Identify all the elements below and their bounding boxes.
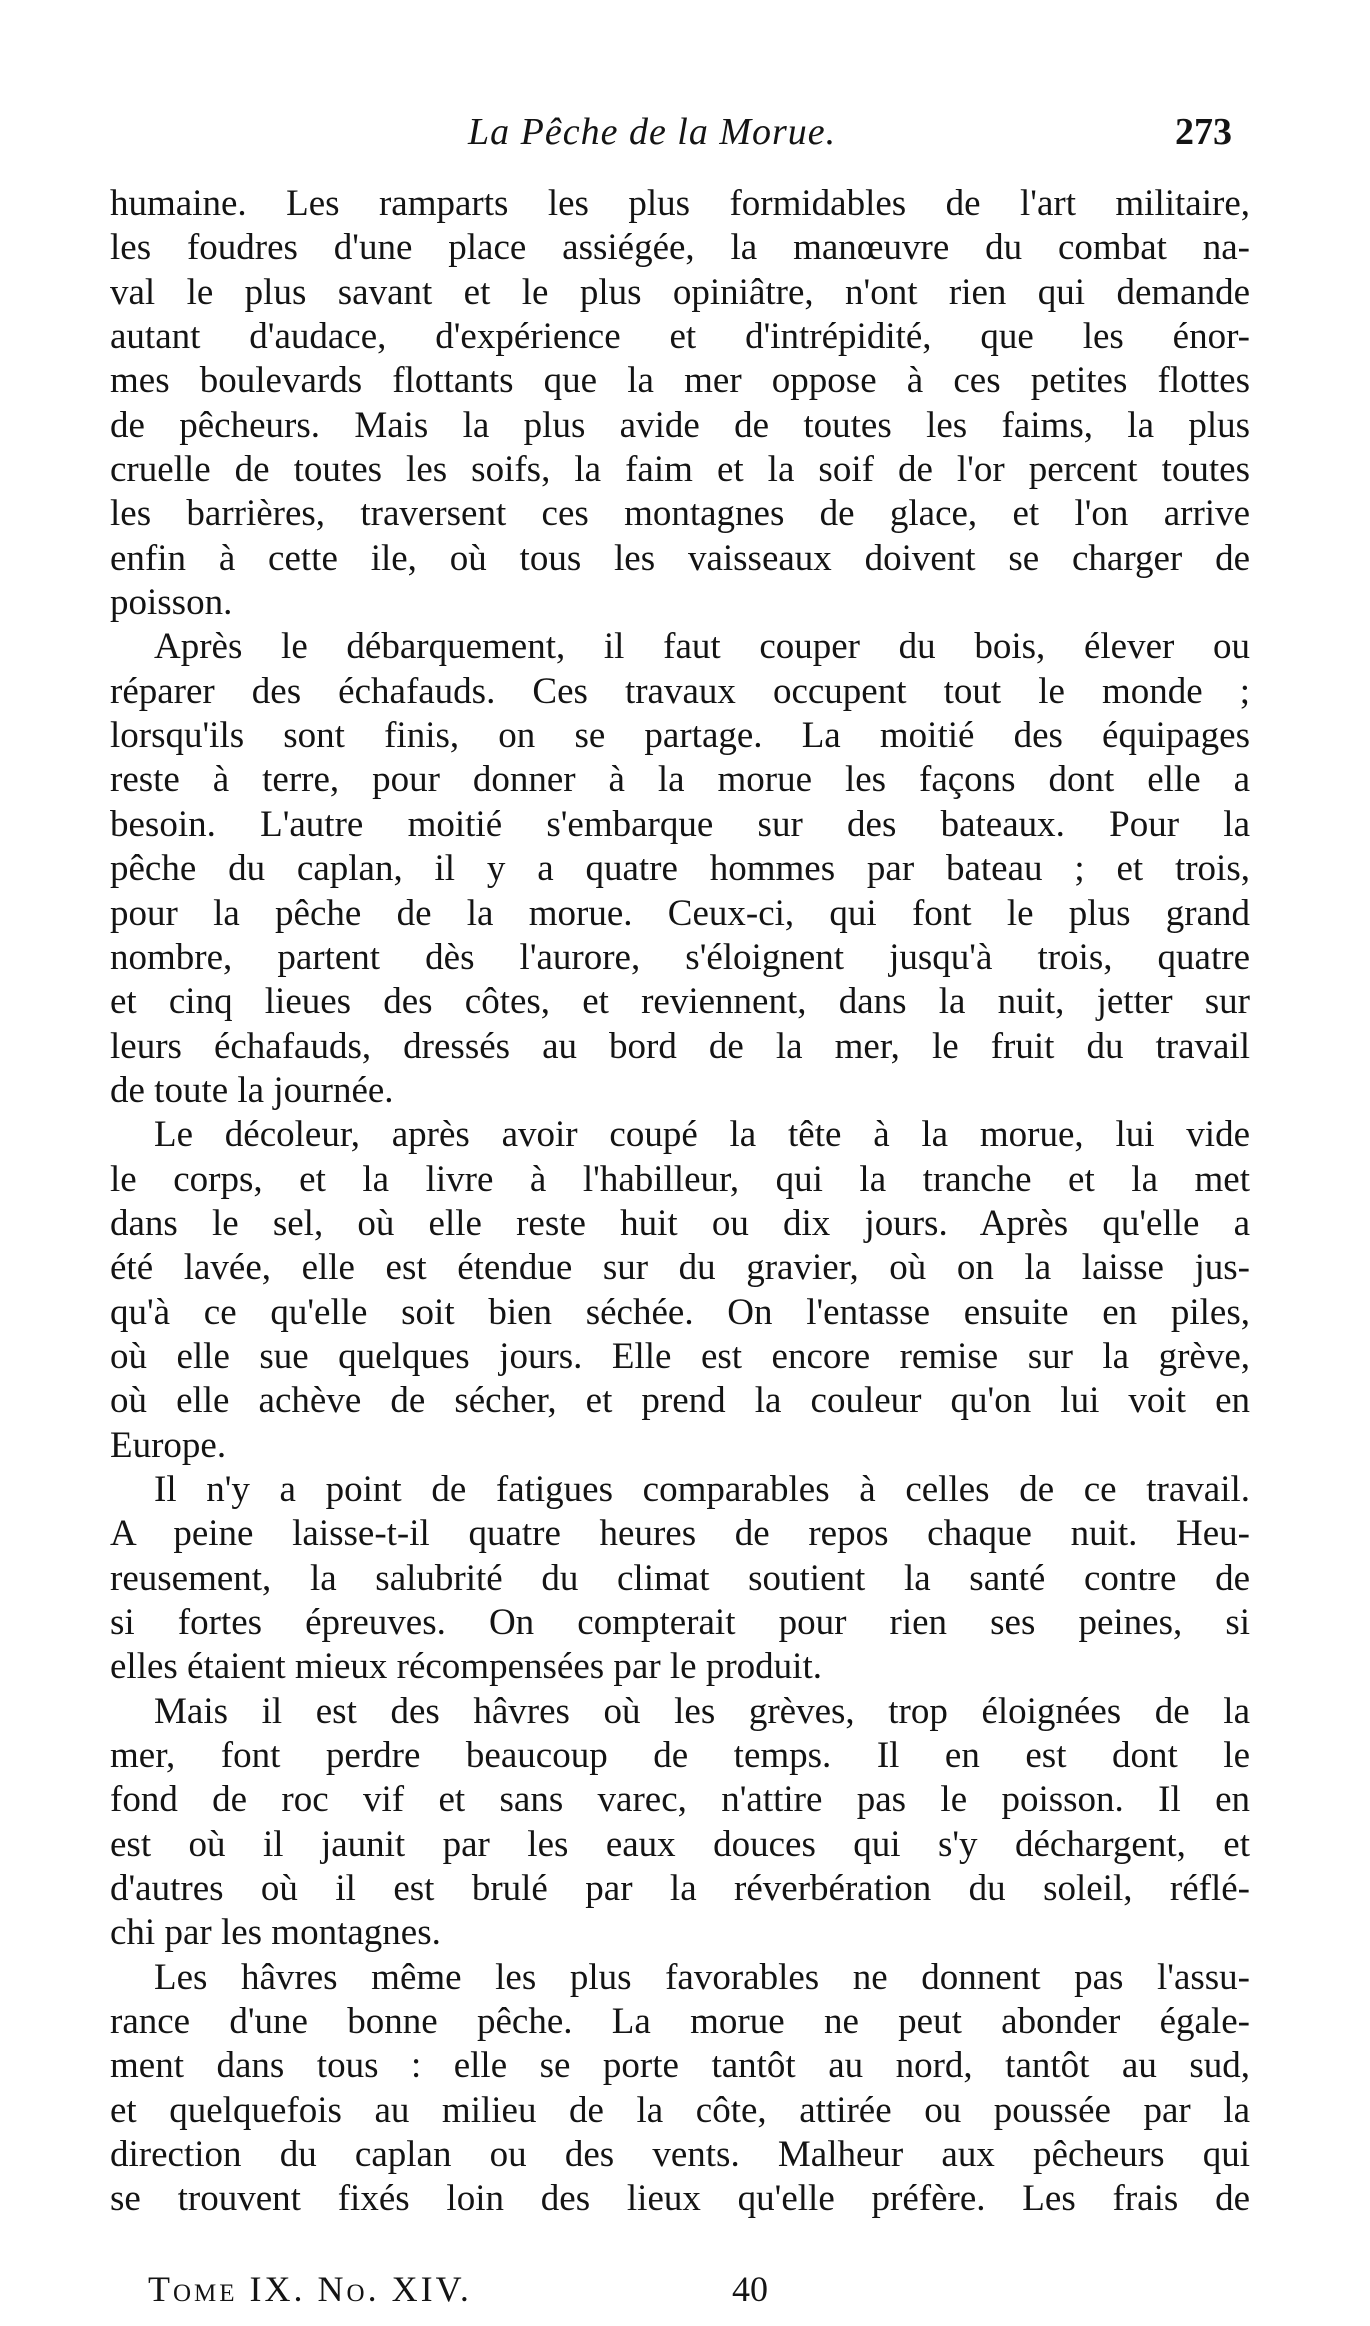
text-line: reste à terre, pour donner à la morue les façons dont elle a — [110, 759, 1250, 801]
text-line: leurs échafauds, dressés au bord de la mer, le fruit du travail — [110, 1025, 1250, 1067]
text-line: est où il jaunit par les eaux douces qui s'y déchargent, et — [110, 1823, 1250, 1865]
text-line: A peine laisse-t-il quatre heures de repos chaque nuit. Heu- — [110, 1513, 1250, 1555]
body-text — [110, 182, 1250, 2222]
text-line: val le plus savant et le plus opiniâtre, n'ont rien qui demande — [110, 271, 1250, 313]
text-line: dans le sel, où elle reste huit ou dix jours. Après qu'elle a — [110, 1202, 1250, 1244]
text-line: les barrières, traversent ces montagnes de glace, et l'on arrive — [110, 493, 1250, 535]
text-line: rance d'une bonne pêche. La morue ne peut abonder égale- — [110, 2001, 1250, 2043]
text-line: pêche du caplan, il y a quatre hommes par bateau ; et trois, — [110, 848, 1250, 890]
text-line: cruelle de toutes les soifs, la faim et la soif de l'or percent toutes — [110, 449, 1250, 491]
text-line: autant d'audace, d'expérience et d'intrépidité, que les énor- — [110, 316, 1250, 358]
text-line: fond de roc vif et sans varec, n'attire pas le poisson. Il en — [110, 1779, 1250, 1821]
text-line: d'autres où il est brulé par la réverbération du soleil, réflé- — [110, 1868, 1250, 1910]
text-line: reusement, la salubrité du climat soutient la santé contre de — [110, 1557, 1250, 1599]
text-line: nombre, partent dès l'aurore, s'éloignent jusqu'à trois, quatre — [110, 936, 1250, 978]
text-line: mer, font perdre beaucoup de temps. Il en est dont le — [110, 1735, 1250, 1777]
signature-mark: Tome IX. No. XIV. — [148, 2269, 472, 2309]
text-line: les foudres d'une place assiégée, la manœuvre du combat na- — [110, 227, 1250, 269]
text-line: humaine. Les ramparts les plus formidables de l'art militaire, — [110, 183, 1250, 224]
text-line: et cinq lieues des côtes, et reviennent, dans la nuit, jetter sur — [110, 981, 1250, 1023]
sheet-number: 40 — [732, 2269, 768, 2309]
text-line: de toute la journée. — [110, 1069, 394, 1111]
text-line: enfin à cette ile, où tous les vaisseaux doivent se charger de — [110, 537, 1250, 579]
page-footer — [148, 2268, 1248, 2314]
text-line: elles étaient mieux récompensées par le produit. — [110, 1646, 822, 1688]
text-line: et quelquefois au milieu de la côte, attirée ou poussée par la — [110, 2089, 1250, 2131]
text-line: où elle achève de sécher, et prend la couleur qu'on lui voit en — [110, 1380, 1250, 1422]
text-line: le corps, et la livre à l'habilleur, qui la tranche et la met — [110, 1158, 1250, 1200]
running-title: La Pêche de la Morue. — [468, 111, 837, 153]
text-line: Il n'y a point de fatigues comparables à celles de ce travail. — [154, 1468, 1250, 1510]
text-line: direction du caplan ou des vents. Malheur aux pêcheurs qui — [110, 2134, 1250, 2176]
running-head — [0, 100, 1370, 160]
text-line: lorsqu'ils sont finis, on se partage. La moitié des équipages — [110, 715, 1250, 757]
text-line: ment dans tous : elle se porte tantôt au nord, tantôt au sud, — [110, 2045, 1250, 2087]
text-line: pour la pêche de la morue. Ceux-ci, qui font le plus grand — [110, 892, 1250, 934]
text-line: Le décoleur, après avoir coupé la tête à la morue, lui vide — [154, 1114, 1250, 1156]
text-line: mes boulevards flottants que la mer oppose à ces petites flottes — [110, 360, 1250, 402]
text-line: qu'à ce qu'elle soit bien séchée. On l'entasse ensuite en piles, — [110, 1291, 1250, 1333]
text-line: si fortes épreuves. On compterait pour rien ses peines, si — [110, 1602, 1250, 1643]
text-line: où elle sue quelques jours. Elle est encore remise sur la grève, — [110, 1335, 1250, 1377]
text-line: Les hâvres même les plus favorables ne donnent pas l'assu- — [154, 1956, 1250, 1998]
text-line: poisson. — [110, 582, 233, 624]
text-line: Europe. — [110, 1424, 227, 1466]
text-line: Après le débarquement, il faut couper du bois, élever ou — [154, 626, 1250, 668]
text-line: besoin. L'autre moitié s'embarque sur des bateaux. Pour la — [110, 803, 1250, 845]
text-line: se trouvent fixés loin des lieux qu'elle préfère. Les frais de — [110, 2178, 1250, 2220]
text-line: réparer des échafauds. Ces travaux occupent tout le monde ; — [110, 670, 1250, 712]
page-number: 273 — [1175, 111, 1232, 153]
text-line: chi par les montagnes. — [110, 1912, 441, 1954]
text-line: été lavée, elle est étendue sur du gravier, où on la laisse jus- — [110, 1247, 1250, 1289]
text-line: de pêcheurs. Mais la plus avide de toutes les faims, la plus — [110, 404, 1250, 446]
text-line: Mais il est des hâvres où les grèves, trop éloignées de la — [154, 1690, 1250, 1732]
